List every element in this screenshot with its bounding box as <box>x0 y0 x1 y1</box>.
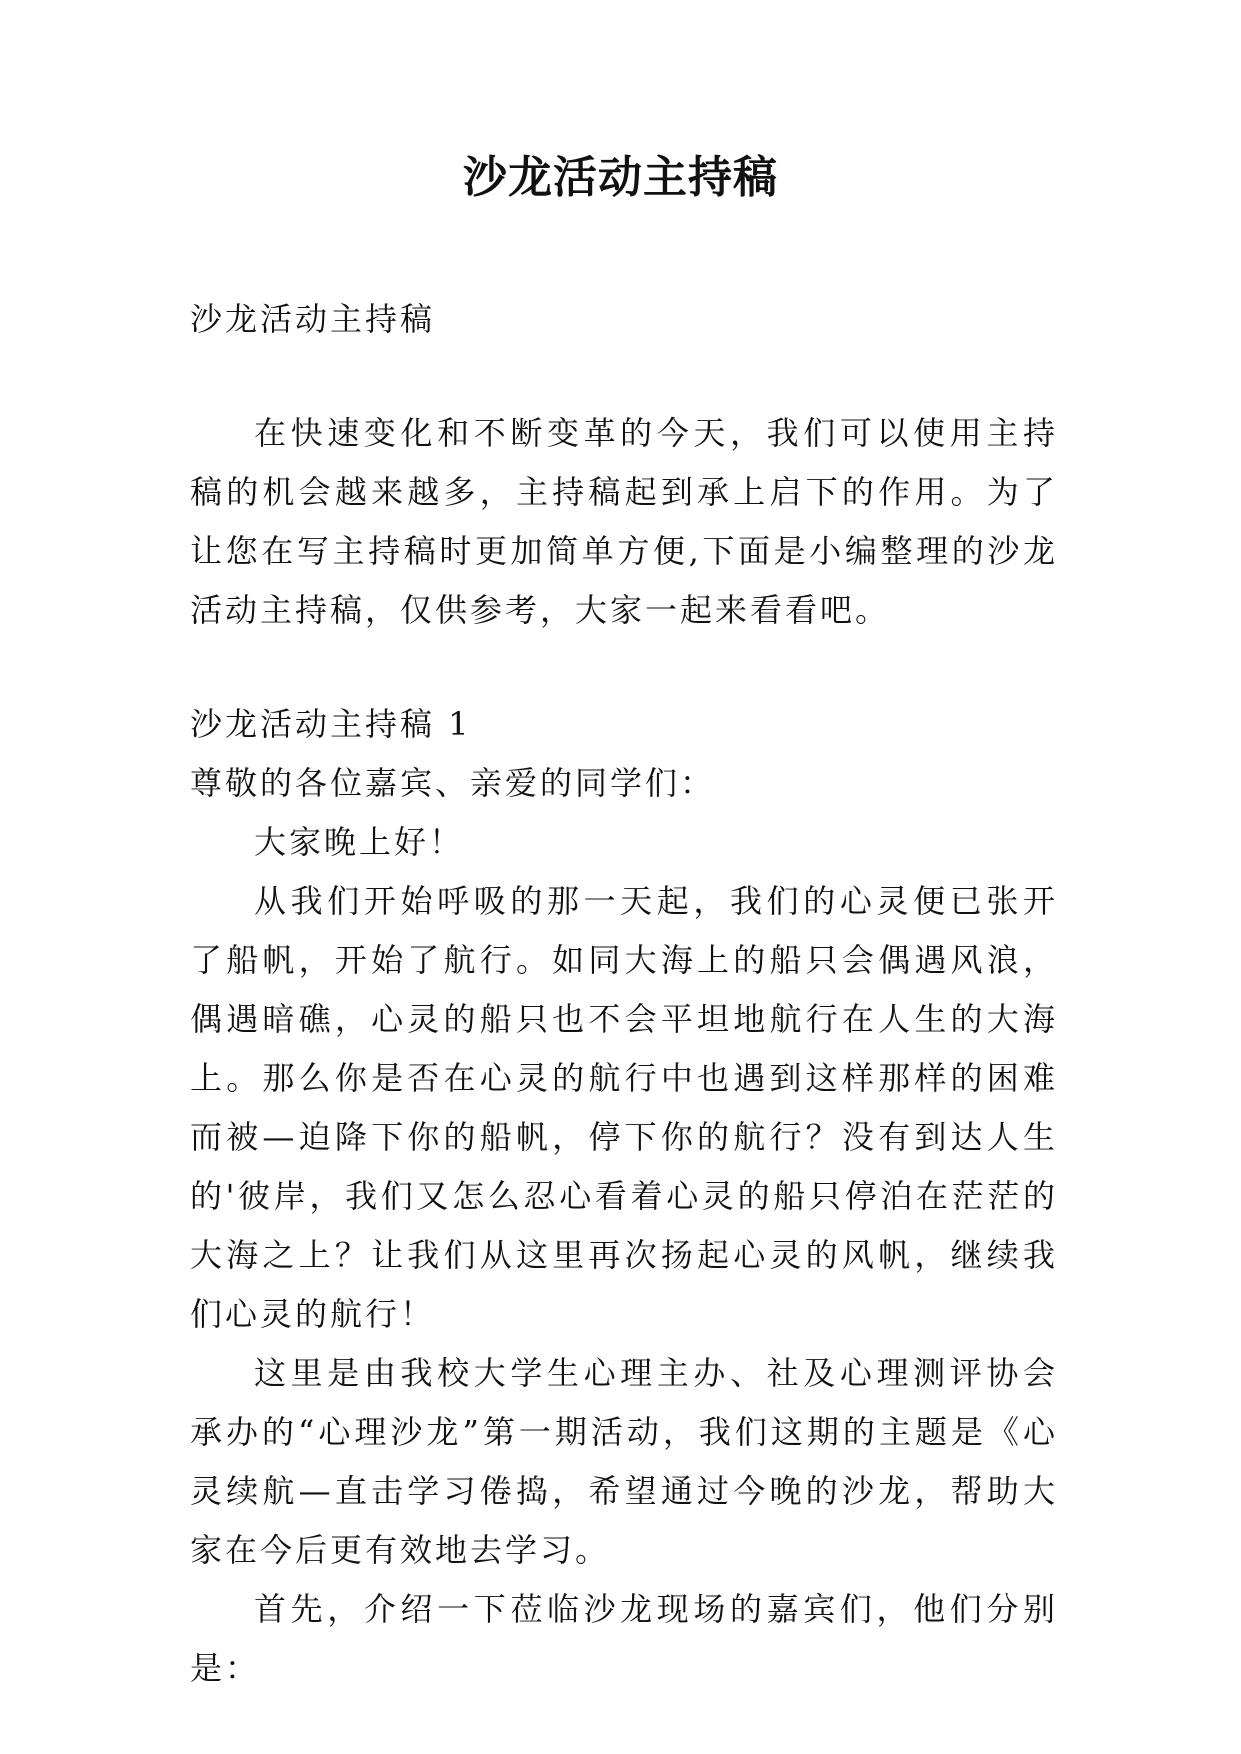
intro-paragraph: 在快速变化和不断变革的今天，我们可以使用主持稿的机会越来越多，主持稿起到承上启下的作用。为了让您在写主持稿时更加简单方便,下面是小编整理的沙龙活动主持稿，仅供参考，大家一起来看看吧。 <box>190 414 1058 629</box>
body-paragraph-1: 从我们开始呼吸的那一天起，我们的心灵便已张开了船帆，开始了航行。如同大海上的船只会偶遇风浪，偶遇暗礁，心灵的船只也不会平坦地航行在人生的大海上。那么你是否在心灵的航行中也遇到这样那样的困难而被—迫降下你的船帆，停下你的航行？没有到达人生的'彼岸，我们又怎么忍心看着心灵的船只停泊在茫茫的大海之上？让我们从这里再次扬起心灵的风帆，继续我们心灵的航行！ <box>190 882 1058 1333</box>
document-subtitle: 沙龙活动主持稿 <box>190 300 436 338</box>
document-title: 沙龙活动主持稿 <box>463 152 778 203</box>
salutation: 尊敬的各位嘉宾、亲爱的同学们： <box>190 764 716 802</box>
section-heading: 沙龙活动主持稿 1 <box>190 705 472 743</box>
document-body <box>190 290 1058 1698</box>
body-paragraph-2: 这里是由我校大学生心理主办、社及心理测评协会承办的“心理沙龙”第一期活动，我们这期的主题是《心灵续航—直击学习倦捣，希望通过今晚的沙龙，帮助大家在今后更有效地去学习。 <box>190 1354 1058 1569</box>
body-paragraph-3: 首先，介绍一下莅临沙龙现场的嘉宾们，他们分别是： <box>190 1590 1058 1687</box>
greeting: 大家晚上好！ <box>254 823 465 861</box>
